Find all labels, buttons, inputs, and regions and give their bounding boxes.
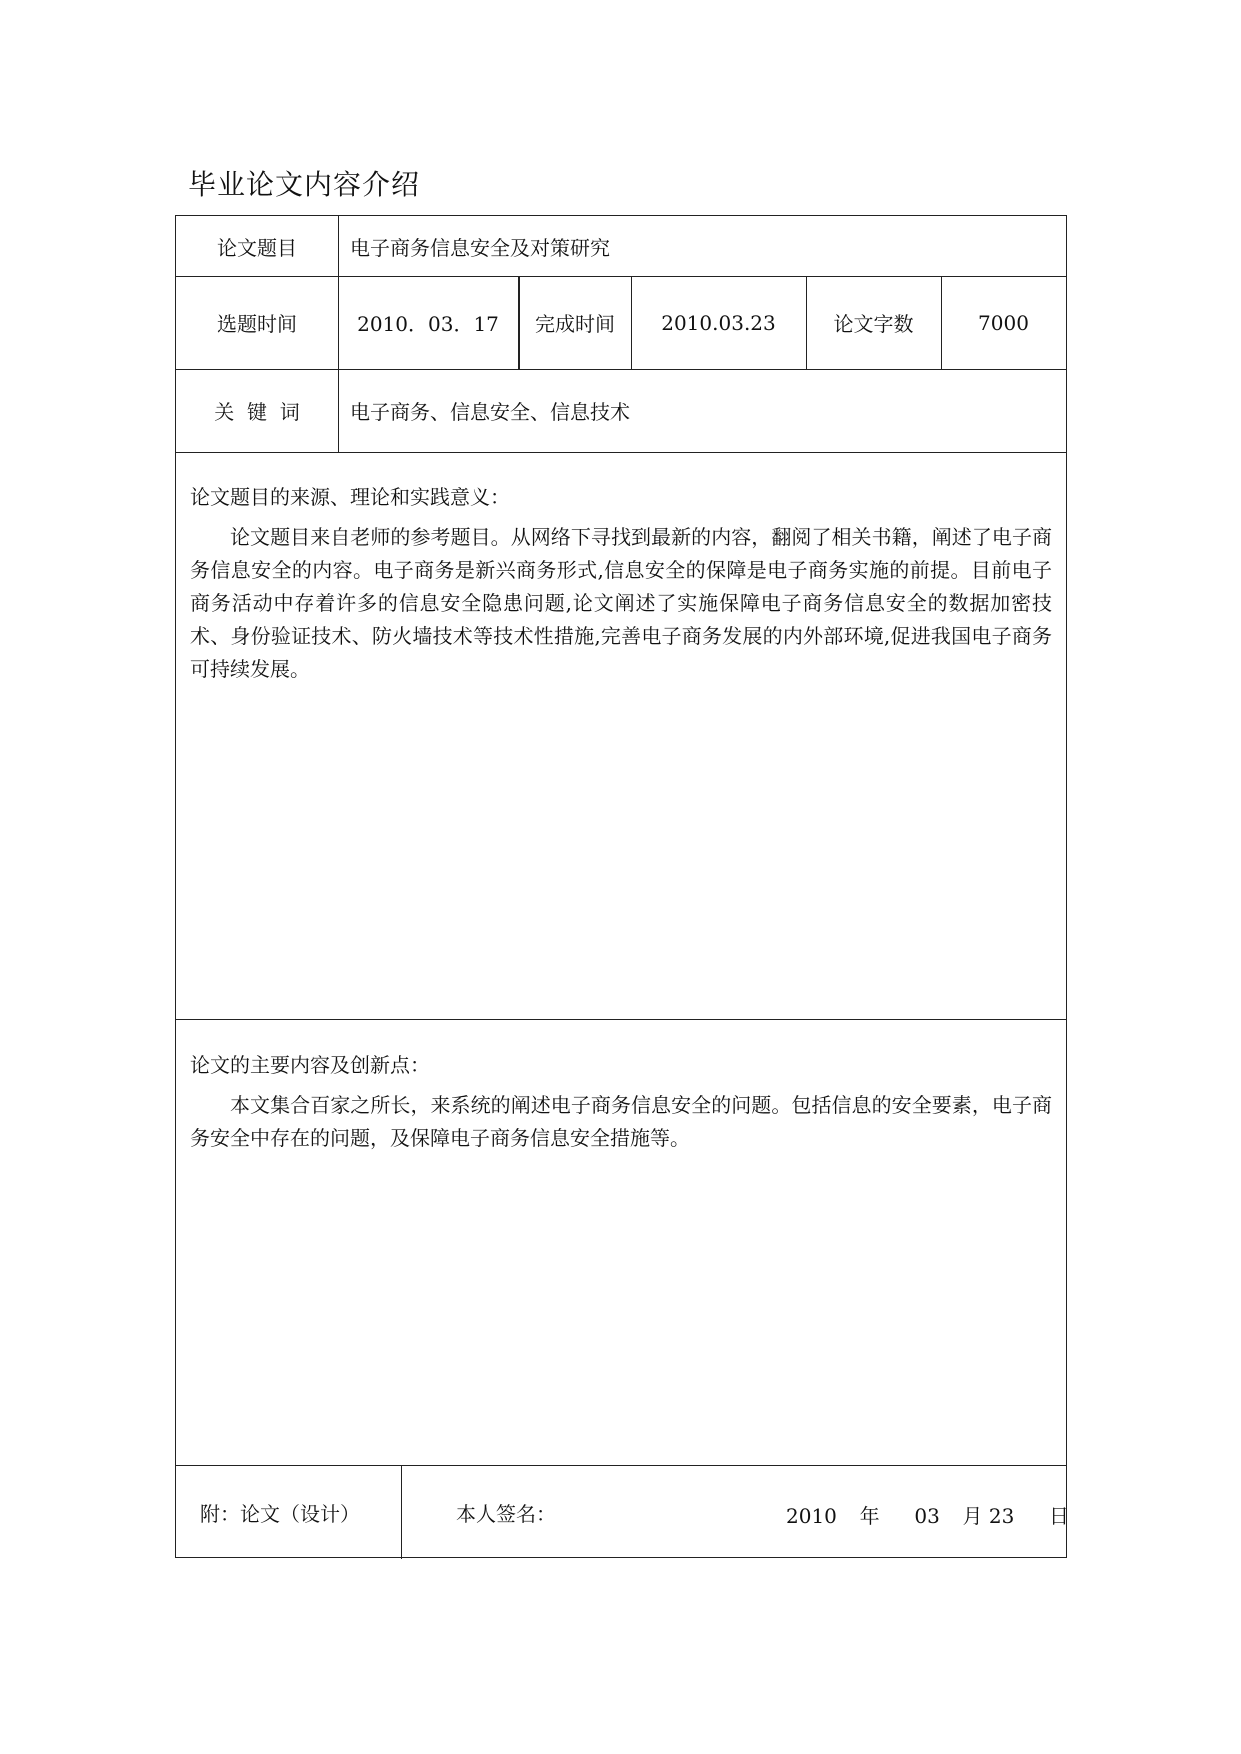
thesis-form	[175, 215, 1070, 1558]
source-heading: 论文题目的来源、理论和实践意义：	[190, 485, 510, 509]
content-body: 本文集合百家之所长，来系统的阐述电子商务信息安全的问题。包括信息的安全要素，电子商务安全中存在的问题，及保障电子商务信息安全措施等。	[190, 1093, 1052, 1150]
attachment-label: 附：论文（设计）	[200, 1501, 360, 1526]
row-divider	[176, 1019, 1066, 1020]
word-count-value: 7000	[978, 310, 1029, 335]
column-divider	[401, 1465, 402, 1559]
topic-value: 电子商务信息安全及对策研究	[350, 235, 610, 260]
select-time-label: 选题时间	[217, 312, 297, 336]
date-year: 2010	[786, 1504, 837, 1528]
signature-date	[786, 1500, 1069, 1529]
date-day-unit: 日	[1049, 1504, 1070, 1528]
word-count-label: 论文字数	[833, 312, 914, 336]
date-month: 03	[914, 1504, 940, 1528]
date-year-unit: 年	[859, 1504, 880, 1528]
finish-time-value: 2010.03.23	[661, 310, 776, 335]
source-body: 论文题目来自老师的参考题目。从网络下寻找到最新的内容，翻阅了相关书籍，阐述了电子商务信息安全的内容。电子商务是新兴商务形式,信息安全的保障是电子商务实施的前提。目前电子商务活动中存着许多的信息安全隐患问题,论文阐述了实施保障电子商务信息安全的数据加密技术、身份验证技术、防火墙技术等技术性措施,完善电子商务发展的内外部环境,促进我国电子商务可持续发展。	[190, 525, 1052, 681]
select-time-value: 2010．03．17	[357, 312, 499, 336]
keywords-value: 电子商务、信息安全、信息技术	[350, 400, 630, 424]
signature-label: 本人签名：	[456, 1501, 556, 1526]
finish-time-label: 完成时间	[535, 312, 615, 336]
keywords-label: 关 键 词	[214, 400, 300, 424]
date-day: 23	[988, 1504, 1015, 1528]
page-title: 毕业论文内容介绍	[188, 168, 421, 201]
row-divider	[176, 452, 1066, 453]
date-month-unit: 月	[962, 1504, 983, 1528]
content-heading: 论文的主要内容及创新点：	[190, 1053, 430, 1077]
topic-label: 论文题目	[217, 235, 297, 260]
